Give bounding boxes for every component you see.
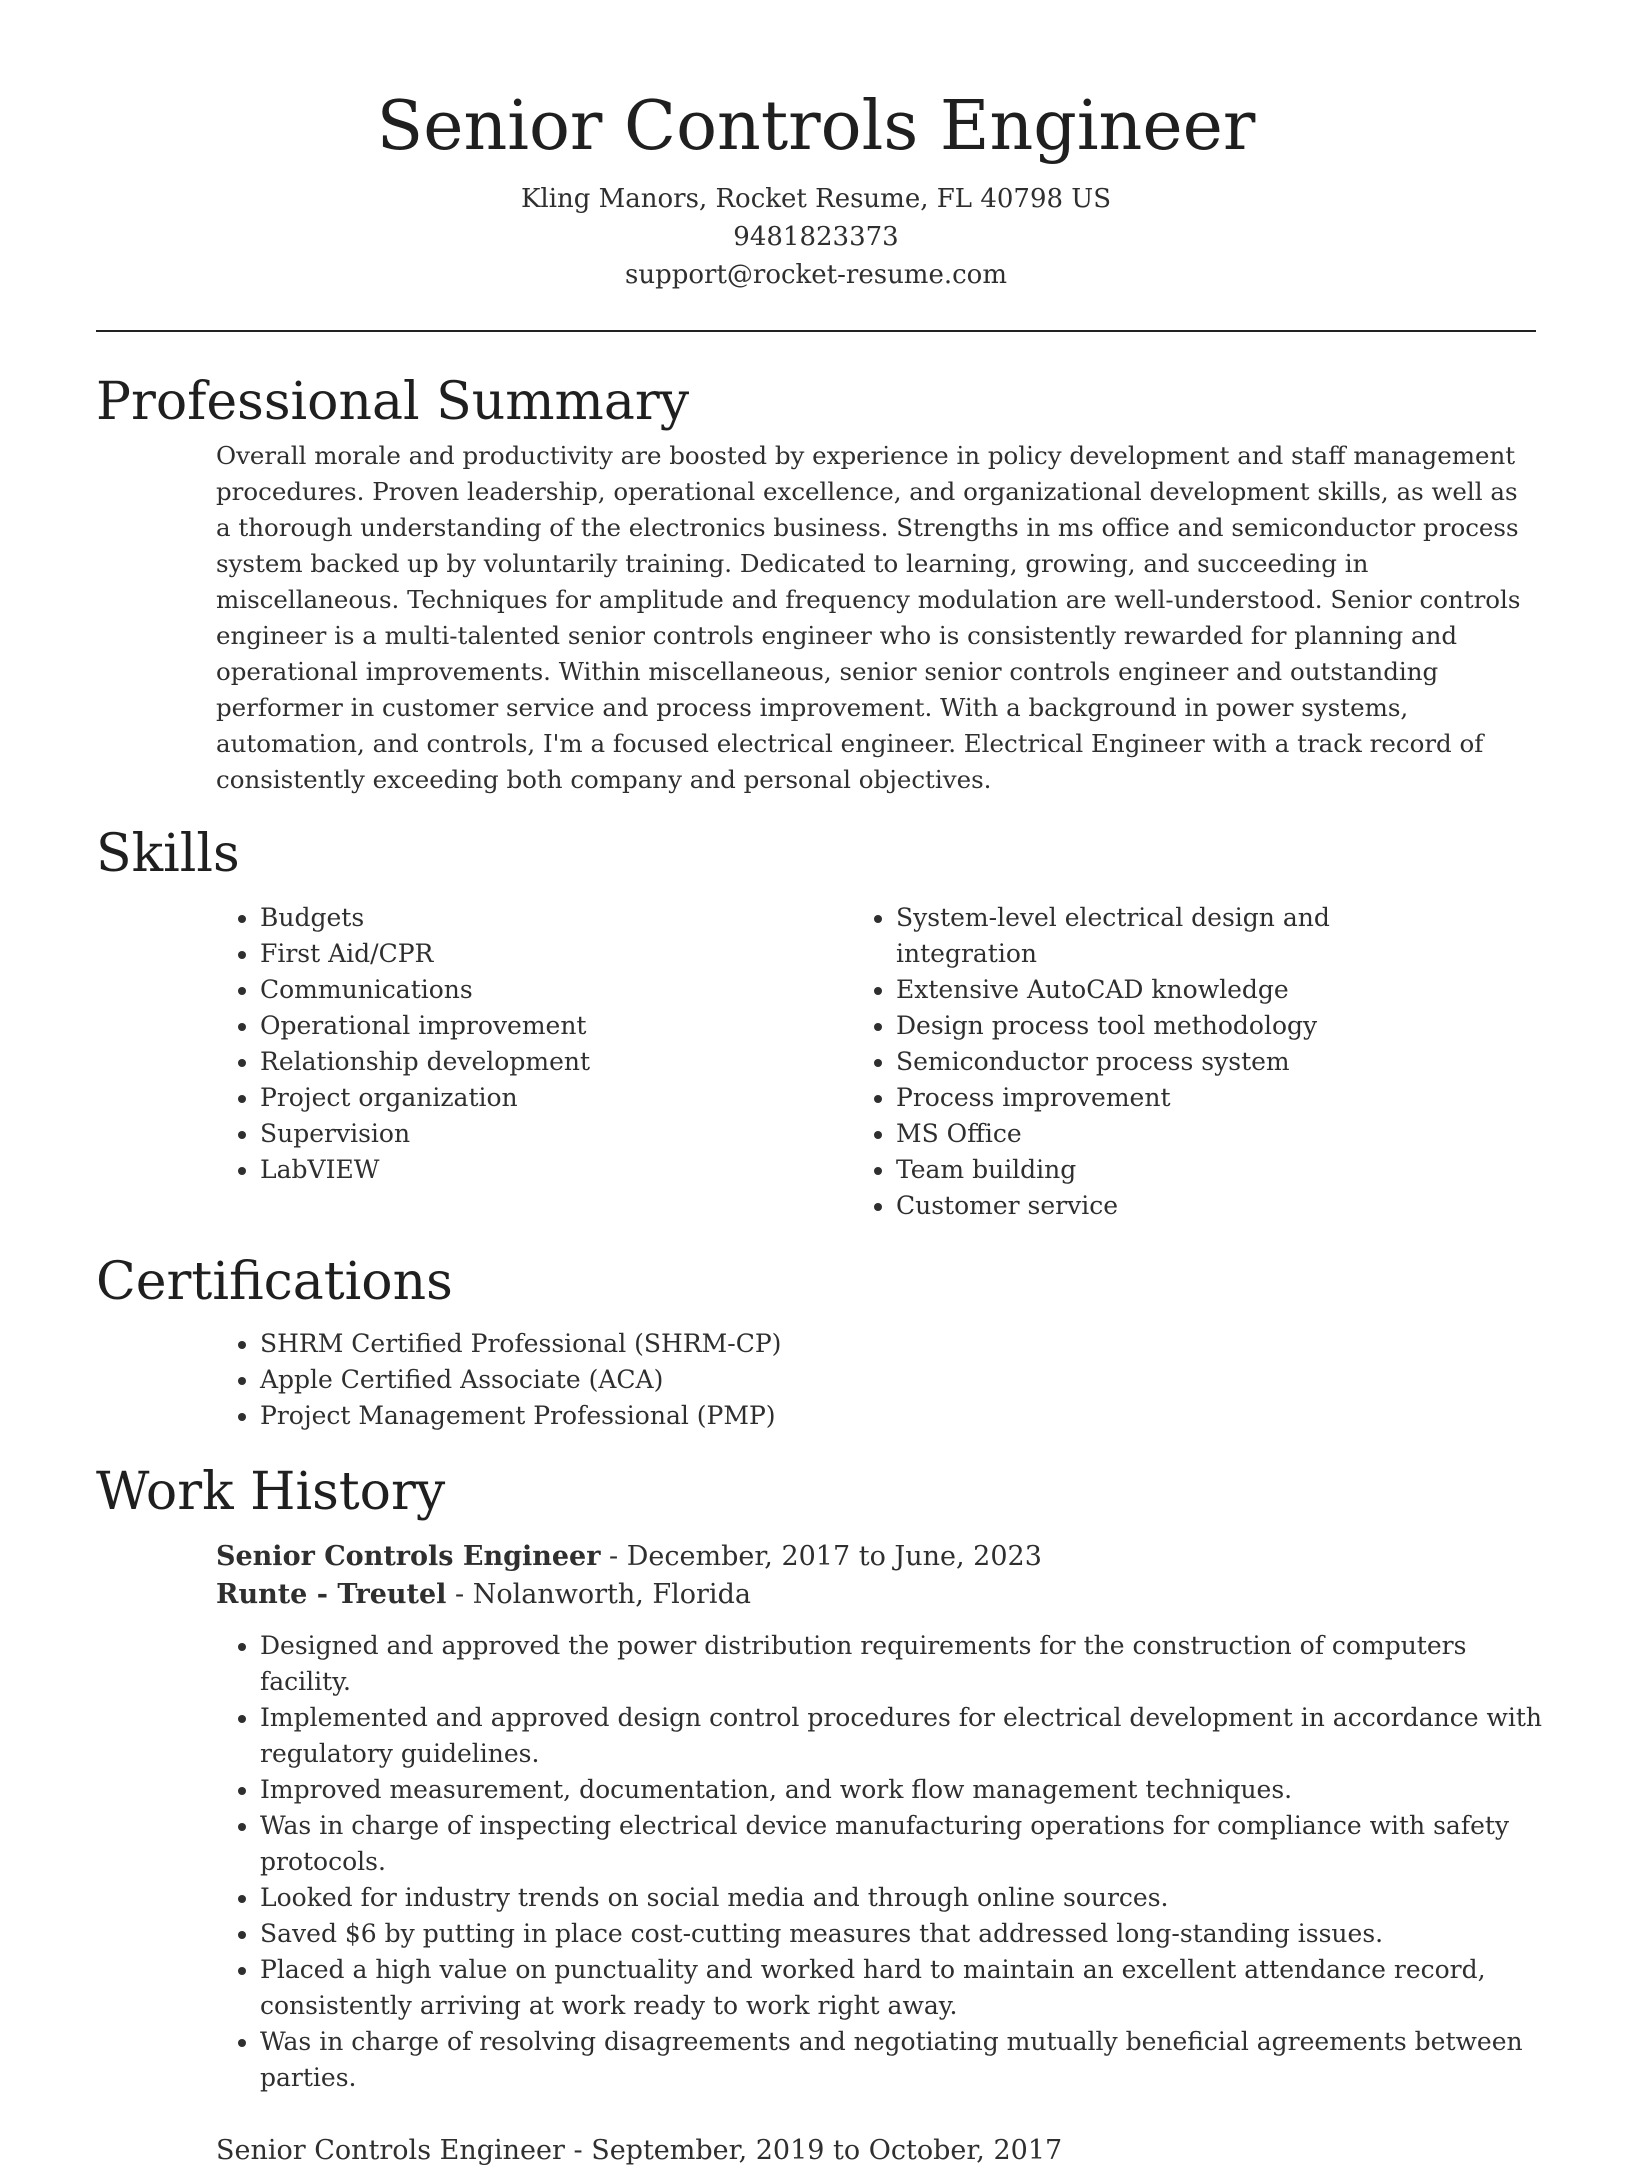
job-bullet: • Improved measurement, documentation, and work flow management techniques. xyxy=(260,1772,1550,1808)
job-bullet: • Implemented and approved design control procedures for electrical development in accordance with regulatory guidelines. xyxy=(260,1700,1550,1772)
job-responsibilities xyxy=(96,1628,1550,2096)
skill-item: • Project organization xyxy=(260,1080,746,1116)
work-history-section xyxy=(96,1460,1542,2170)
skill-item: • Operational improvement xyxy=(260,1008,746,1044)
skill-item: • LabVIEW xyxy=(260,1152,746,1188)
job-bullet: • Looked for industry trends on social media and through online sources. xyxy=(260,1880,1550,1916)
job-entry xyxy=(96,1538,1542,2096)
work-history-title: Work History xyxy=(96,1462,446,1522)
job-bullet: • Placed a high value on punctuality and worked hard to maintain an excellent attendance record, consistently arriving at work ready to work right away. xyxy=(260,1952,1550,2024)
job-company-line xyxy=(216,1576,1536,1614)
certifications-section xyxy=(96,1250,1536,1434)
skills-list-right xyxy=(746,900,1382,1224)
summary-text: Overall morale and productivity are boosted by experience in policy development and staff management procedures. Proven leadership, operational excellence, and organizational development skills, as well as a thorough understanding of the electronics business. Strengths in ms office and semiconductor process system backed up by voluntarily training. Dedicated to learning, growing, and succeeding in miscellaneous. Techniques for amplitude and frequency modulation are well-understood. Senior controls engineer is a multi-talented senior controls engineer who is consistently rewarded for planning and operational improvements. Within miscellaneous, senior senior controls engineer and outstanding performer in customer service and process improvement. With a background in power systems, automation, and controls, I'm a focused electrical engineer. Electrical Engineer with a track record of consistently exceeding both company and personal objectives. xyxy=(216,441,1521,794)
summary-title: Professional Summary xyxy=(96,372,690,432)
phone: 9481823373 xyxy=(733,222,899,252)
skill-item: • MS Office xyxy=(896,1116,1382,1152)
certifications-title: Certifications xyxy=(96,1252,453,1312)
skill-item: • Budgets xyxy=(260,900,746,936)
skills-list-left xyxy=(96,900,746,1224)
skill-item: • Design process tool methodology xyxy=(896,1008,1382,1044)
header-divider xyxy=(96,330,1536,332)
skill-item: • Supervision xyxy=(260,1116,746,1152)
skill-item: • Extensive AutoCAD knowledge xyxy=(896,972,1382,1008)
job-company: Runte - Treutel xyxy=(216,1579,447,1610)
skill-item: • Customer service xyxy=(896,1188,1382,1224)
next-job-role: Senior Controls Engineer - September, 2019 to October, 2017 xyxy=(216,2135,1063,2166)
job-role-line xyxy=(216,1538,1536,1576)
job-location: - Nolanworth, Florida xyxy=(446,1579,751,1610)
certification-item: • SHRM Certified Professional (SHRM-CP) xyxy=(260,1326,1536,1362)
skills-grid xyxy=(96,900,1536,1224)
resume-page xyxy=(96,0,1542,2170)
candidate-name: Senior Controls Engineer xyxy=(376,87,1256,166)
certifications-list xyxy=(96,1326,1536,1434)
skill-item: • Relationship development xyxy=(260,1044,746,1080)
job-bullet: • Was in charge of resolving disagreements and negotiating mutually beneficial agreements between parties. xyxy=(260,2024,1550,2096)
skills-section xyxy=(96,822,1536,1224)
resume-header xyxy=(96,0,1536,294)
email: support@rocket-resume.com xyxy=(624,260,1007,290)
job-dates: - December, 2017 to June, 2023 xyxy=(600,1541,1042,1572)
certification-item: • Project Management Professional (PMP) xyxy=(260,1398,1536,1434)
skill-item: • System-level electrical design and integration xyxy=(896,900,1382,972)
summary-section xyxy=(96,370,1536,798)
skill-item: • Communications xyxy=(260,972,746,1008)
job-bullet: • Saved $6 by putting in place cost-cutting measures that addressed long-standing issues. xyxy=(260,1916,1550,1952)
skill-item: • Process improvement xyxy=(896,1080,1382,1116)
job-bullet: • Was in charge of inspecting electrical device manufacturing operations for compliance with safety protocols. xyxy=(260,1808,1550,1880)
skills-title: Skills xyxy=(96,824,240,884)
job-bullet: • Designed and approved the power distribution requirements for the construction of computers facility. xyxy=(260,1628,1550,1700)
skill-item: • Team building xyxy=(896,1152,1382,1188)
skill-item: • Semiconductor process system xyxy=(896,1044,1382,1080)
next-job-role-line xyxy=(216,2132,1536,2170)
certification-item: • Apple Certified Associate (ACA) xyxy=(260,1362,1536,1398)
contact-info xyxy=(96,180,1536,294)
job-role: Senior Controls Engineer xyxy=(216,1541,601,1572)
skill-item: • First Aid/CPR xyxy=(260,936,746,972)
address: Kling Manors, Rocket Resume, FL 40798 US xyxy=(520,184,1112,214)
